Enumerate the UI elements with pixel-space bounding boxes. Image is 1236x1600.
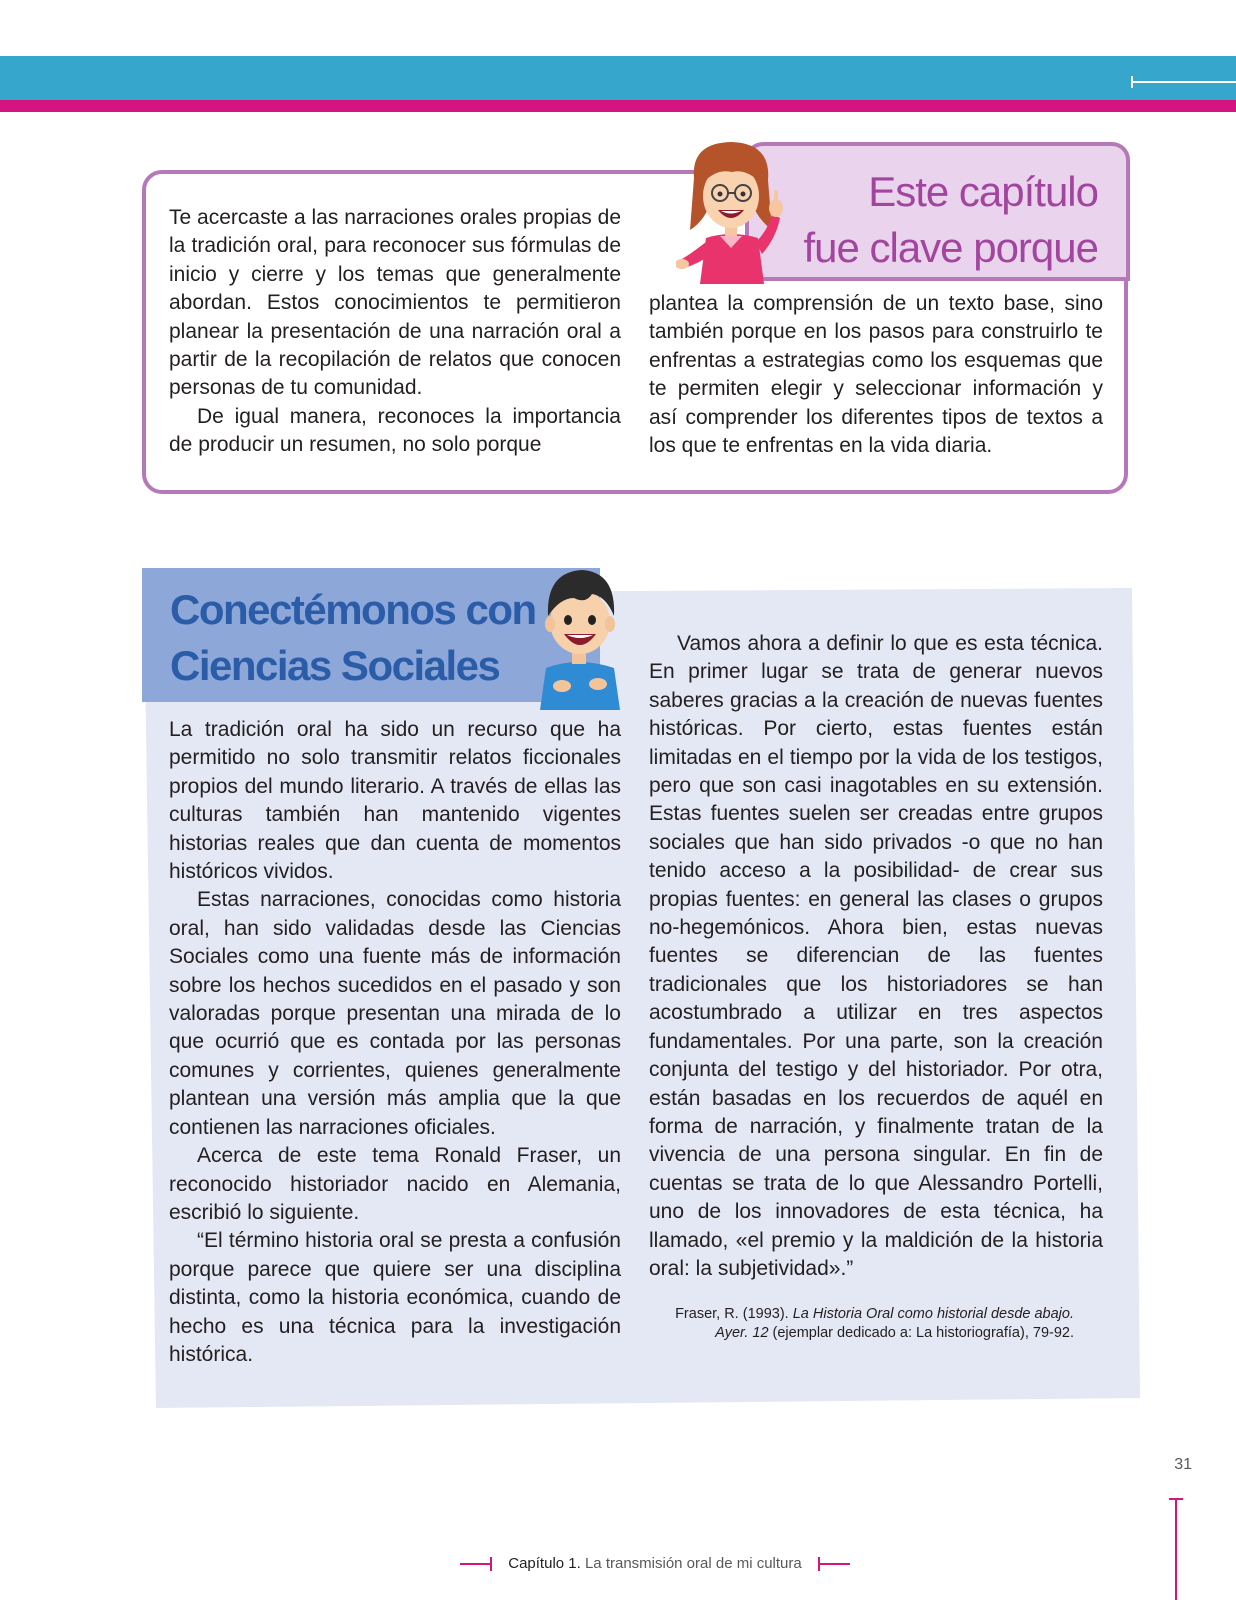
social-heading [170,582,536,694]
social-left-column [169,716,621,1369]
side-line [1175,1498,1177,1600]
citation-rest: (ejemplar dedicado a: La historiografía), 79-92. [768,1325,1074,1341]
footer-line-right [818,1563,850,1565]
social-heading-line-1: Conectémonos con [170,586,536,633]
social-left-paragraph-3: Acerca de este tema Ronald Fraser, un reconocido historiador nacido en Alemania, escribió lo siguiente. [169,1144,621,1224]
summary-heading-line-2: fue clave porque [803,224,1098,271]
summary-right-column [649,290,1103,460]
social-left-paragraph-1: La tradición oral ha sido un recurso que ha permitido no solo transmitir relatos ficcionales propios del mundo literario. A través de ellas las culturas también han mantenido vigentes historias reales que dan cuenta de momentos históricos vividos. [169,718,621,884]
summary-right-paragraph-1: plantea la comprensión de un texto base, sino también porque en los pasos para construirlo te enfrentas a estrategias como los esquemas que te permiten elegir y seleccionar información y así comprender los diferentes tipos de textos a los que te enfrentas en la vida diaria. [649,292,1103,458]
social-heading-line-2: Ciencias Sociales [170,642,500,689]
boy-character-icon [528,564,632,710]
footer-cap-left [490,1557,492,1571]
social-right-paragraph-1: Vamos ahora a definir lo que es esta técnica. En primer lugar se trata de generar nuevos saberes gracias a la creación de nuevas fuentes históricas. Por cierto, estas fuentes están limitadas en el tiempo por la vida de los testigos, pero que son casi inagotables en su extensión. Estas fuentes suelen ser creadas entre grupos sociales que han sido privados -o que no han tenido acceso a la posibilidad- de crear sus propias fuentes: en general las clases o grupos no-hegemónicos. Ahora bien, estas nuevas fuentes se diferencian de las fuentes tradicionales que los historiadores se han acostumbrado a utilizar en tres aspectos fundamentales. Por una parte, son la creación conjunta del testigo y del historiador. Por otra, están basadas en los recuerdos de aquél en forma de narración, y finalmente tratan de la vivencia de una persona singular. En fin de cuentas se trata de lo que Alessandro Portelli, uno de los innovadores de esta técnica, ha llamado, «el premio y la maldición de la historia oral: la subjetividad».” [649,632,1103,1280]
footer-line-left [460,1563,492,1565]
header-tick-cap [1131,76,1133,88]
summary-left-paragraph-2: De igual manera, reconoces la importancia de producir un resumen, no solo porque [169,404,621,457]
footer-chapter-label: Capítulo 1. [508,1555,581,1572]
footer-chapter-title: La transmisión oral de mi cultura [580,1555,802,1572]
footer [460,1552,850,1576]
header-band-pink [0,100,1236,112]
citation-author: Fraser, R. (1993). [675,1306,793,1322]
summary-heading [803,164,1098,276]
social-right-column [649,630,1103,1283]
page-number: 31 [1174,1456,1192,1473]
summary-left-column [169,204,621,460]
summary-heading-line-1: Este capítulo [868,168,1098,215]
summary-left-paragraph-1: Te acercaste a las narraciones orales propias de la tradición oral, para reconocer sus fórmulas de inicio y cierre y los temas que generalmente abordan. Estos conocimientos te permitieron planear la presentación de una narración oral a partir de la recopilación de relatos que conocen personas de tu comunidad. [169,206,621,400]
social-left-paragraph-4: “El término historia oral se presta a confusión porque parece que quiere ser una disciplina distinta, como la historia económica, cuando de hecho es una técnica para la investigación histórica. [169,1229,621,1366]
header-band-blue [0,56,1236,100]
girl-character-icon [676,138,786,284]
footer-text [494,1552,816,1576]
citation [660,1305,1074,1343]
social-left-paragraph-2: Estas narraciones, conocidas como historia oral, han sido validadas desde las Ciencias Sociales como una fuente más de información sobre los hechos sucedidos en el pasado y son valoradas porque presentan una mirada de lo que ocurrió que es contada por las personas comunes y corrientes, quienes generalmente plantean una versión más amplia que la que contienen las narraciones oficiales. [169,888,621,1139]
header-tick-line [1131,81,1236,83]
citation-title: La Historia Oral como historial desde abajo. Ayer. 12 [715,1306,1074,1341]
summary-heading-box [745,142,1130,281]
